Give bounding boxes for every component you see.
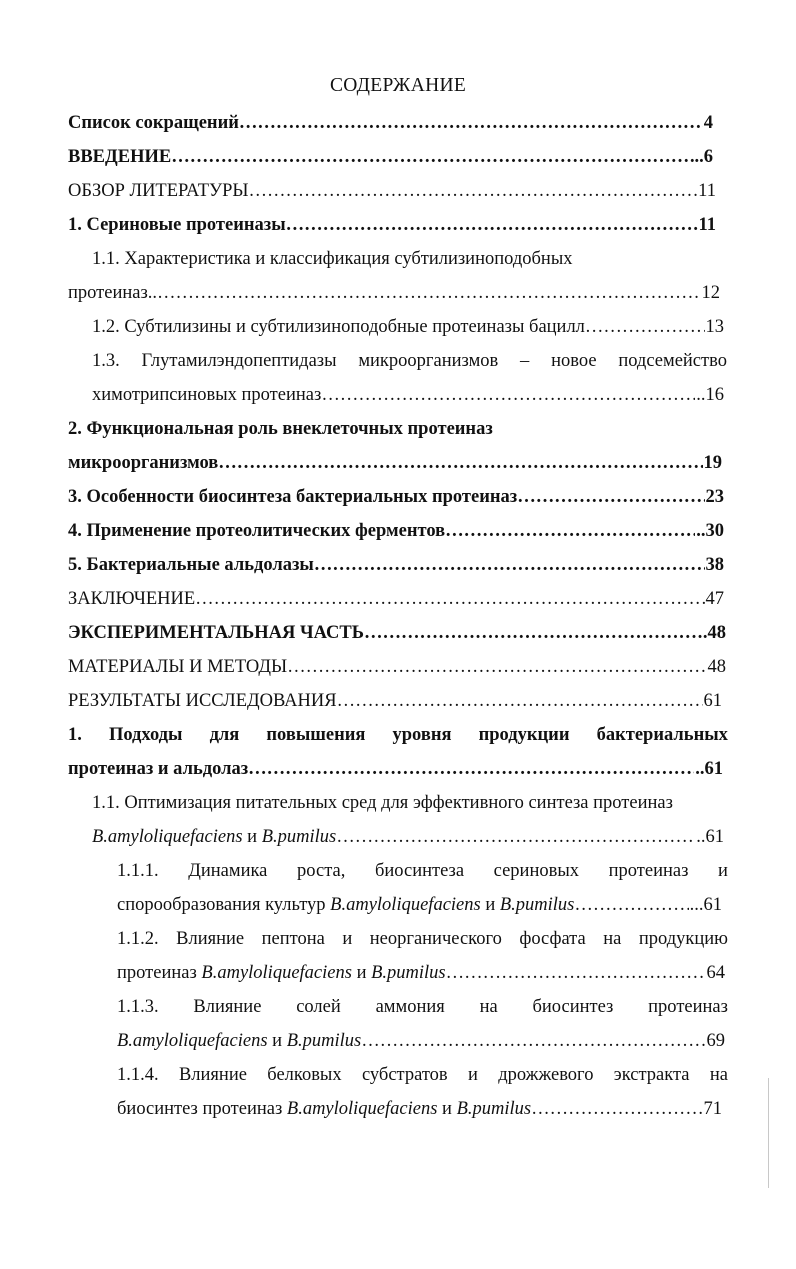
toc-entry-2-line1: 2. Функциональная роль внеклеточных протеиназ (68, 419, 493, 439)
toc-entry-r1-1-1-line1: 1.1.1. Динамика роста, биосинтеза сериновых протеиназ и (117, 861, 728, 881)
scan-edge-line (768, 1078, 769, 1188)
toc-entry-introduction: ВВЕДЕНИЕ ………………………………………………………………………………………………………………………………………………………………………………………………………… ..6 (68, 140, 713, 174)
toc-entry-r1-1-2-line1: 1.1.2. Влияние пептона и неорганического фосфата на продукцию (117, 929, 728, 949)
toc-entry-r1-line1: 1. Подходы для повышения уровня продукции бактериальных (68, 725, 728, 745)
toc-entry-1-3: химотрипсиновых протеиназ ………………………………………………………………………………………………………………………………………………………………………………………………………… ..16 (92, 378, 724, 412)
toc-entry-1-3-line1: 1.3. Глутамилэндопептидазы микроорганизмов – новое подсемейство (92, 351, 727, 371)
toc-entry-abbreviations: Список сокращений ………………………………………………………………………………………………………………………………………………………………………………………………………… 4 (68, 106, 713, 140)
toc-entry-r1-1-1: спорообразования культур B.amyloliquefaciens и B.pumilus ………………………………………………………………………………………………………………………………………………………………………………………………………… ...61 (117, 888, 722, 922)
toc-entry-r1: протеиназ и альдолаз ………………………………………………………………………………………………………………………………………………………………………………………………………… ..61 (68, 752, 723, 786)
toc-entry-r1-1: B.amyloliquefaciens и B.pumilus ………………………………………………………………………………………………………………………………………………………………………………………………………… ..61 (92, 820, 724, 854)
toc-entry-r1-1-4-line1: 1.1.4. Влияние белковых субстратов и дрожжевого экстракта на (117, 1065, 728, 1085)
toc-entry-1-1-line1: 1.1. Характеристика и классификация субтилизиноподобных (92, 249, 573, 269)
toc-entry-2: микроорганизмов ………………………………………………………………………………………………………………………………………………………………………………………………………… 19 (68, 446, 722, 480)
toc-entry-4: 4. Применение протеолитических ферментов ………………………………………………………………………………………………………………………………………………………………………………………………………… ..30 (68, 514, 724, 548)
toc-entry-1-1: протеиназ.. ………………………………………………………………………………………………………………………………………………………………………………………………………… 12 (68, 276, 720, 310)
toc-entry-results: РЕЗУЛЬТАТЫ ИССЛЕДОВАНИЯ ………………………………………………………………………………………………………………………………………………………………………………………………………… 61 (68, 684, 722, 718)
toc-entry-r1-1-2: протеиназ B.amyloliquefaciens и B.pumilus ………………………………………………………………………………………………………………………………………………………………………………………………………… 64 (117, 956, 725, 990)
page-title: СОДЕРЖАНИЕ (329, 75, 467, 96)
toc-entry-serine-proteinases: 1. Сериновые протеиназы ………………………………………………………………………………………………………………………………………………………………………………………………………… 11 (68, 208, 716, 242)
toc-entry-materials-methods: МАТЕРИАЛЫ И МЕТОДЫ ………………………………………………………………………………………………………………………………………………………………………………………………………… 48 (68, 650, 726, 684)
toc-entry-experimental-part: ЭКСПЕРИМЕНТАЛЬНАЯ ЧАСТЬ ………………………………………………………………………………………………………………………………………………………………………………………………………… .48 (68, 616, 726, 650)
toc-entry-r1-1-3: B.amyloliquefaciens и B.pumilus ………………………………………………………………………………………………………………………………………………………………………………………………………… 69 (117, 1024, 725, 1058)
toc-entry-5: 5. Бактериальные альдолазы ………………………………………………………………………………………………………………………………………………………………………………………………………… 38 (68, 548, 724, 582)
toc-entry-conclusion: ЗАКЛЮЧЕНИЕ ………………………………………………………………………………………………………………………………………………………………………………………………………… 47 (68, 582, 724, 616)
toc-entry-1-2: 1.2. Субтилизины и субтилизиноподобные протеиназы бацилл ………………………………………………………………………………………………………………………………………………………………………………………………………… 13 (92, 310, 724, 344)
toc-entry-r1-1-3-line1: 1.1.3. Влияние солей аммония на биосинтез протеиназ (117, 997, 728, 1017)
toc-entry-r1-1-line1: 1.1. Оптимизация питательных сред для эффективного синтеза протеиназ (92, 793, 673, 813)
toc-entry-3: 3. Особенности биосинтеза бактериальных протеиназ ………………………………………………………………………………………………………………………………………………………………………………………………………… 23 (68, 480, 724, 514)
toc-entry-literature-review: ОБЗОР ЛИТЕРАТУРЫ ………………………………………………………………………………………………………………………………………………………………………………………………………… 11 (68, 174, 716, 208)
toc-entry-r1-1-4: биосинтез протеиназ B.amyloliquefaciens и B.pumilus ………………………………………………………………………………………………………………………………………………………………………………………………………… 71 (117, 1092, 722, 1126)
